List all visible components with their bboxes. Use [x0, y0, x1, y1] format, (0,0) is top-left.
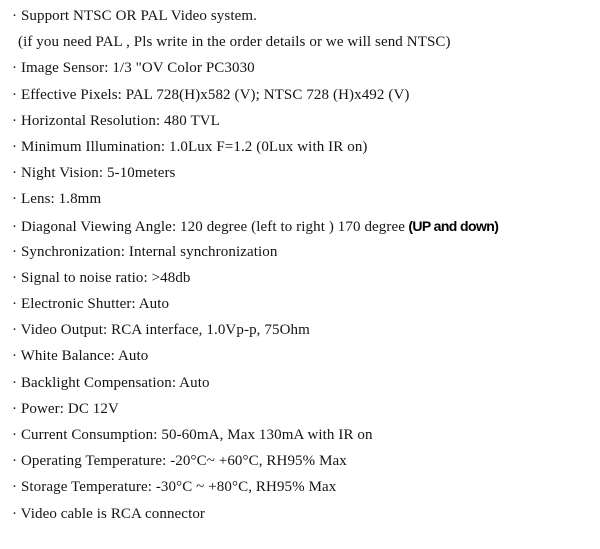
spec-effective-pixels: · Effective Pixels: PAL 728(H)x582 (V); NTSC 728 (H)x492 (V): [12, 86, 410, 103]
spec-lens: · Lens: 1.8mm: [12, 191, 102, 208]
spec-current-consumption: · Current Consumption: 50-60mA, Max 130mA with IR on: [12, 427, 373, 443]
spec-backlight-compensation: · Backlight Compensation: Auto: [12, 374, 210, 391]
spec-viewing-angle-emphasis: (UP and down): [405, 217, 499, 234]
spec-minimum-illumination: · Minimum Illumination: 1.0Lux F=1.2 (0Lux with IR on): [12, 138, 368, 155]
spec-signal-noise-ratio: · Signal to noise ratio: >48db: [12, 269, 191, 286]
spec-viewing-angle-text: · Diagonal Viewing Angle: 120 degree (left to right ) 170 degree: [12, 218, 406, 235]
spec-operating-temperature: · Operating Temperature: -20°C~ +60°C, RH95% Max: [12, 453, 347, 470]
spec-night-vision: · Night Vision: 5-10meters: [12, 165, 176, 182]
spec-image-sensor: · Image Sensor: 1/3 "OV Color PC3030: [12, 60, 255, 77]
spec-electronic-shutter: · Electronic Shutter: Auto: [12, 296, 170, 313]
spec-power: · Power: DC 12V: [12, 400, 119, 417]
spec-synchronization: · Synchronization: Internal synchronization: [12, 243, 278, 260]
spec-horizontal-resolution: · Horizontal Resolution: 480 TVL: [12, 112, 220, 129]
spec-viewing-angle: [12, 213, 598, 239]
spec-white-balance: · White Balance: Auto: [12, 348, 149, 365]
spec-storage-temperature: · Storage Temperature: -30°C ~ +80°C, RH95% Max: [12, 479, 337, 496]
spec-video-output: · Video Output: RCA interface, 1.0Vp-p, 75Ohm: [12, 322, 310, 339]
spec-list: [12, 3, 598, 527]
spec-video-system: · Support NTSC OR PAL Video system.: [12, 8, 257, 24]
spec-video-cable: · Video cable is RCA connector: [12, 505, 206, 522]
spec-order-note: (if you need PAL , Pls write in the order details or we will send NTSC): [18, 34, 451, 51]
